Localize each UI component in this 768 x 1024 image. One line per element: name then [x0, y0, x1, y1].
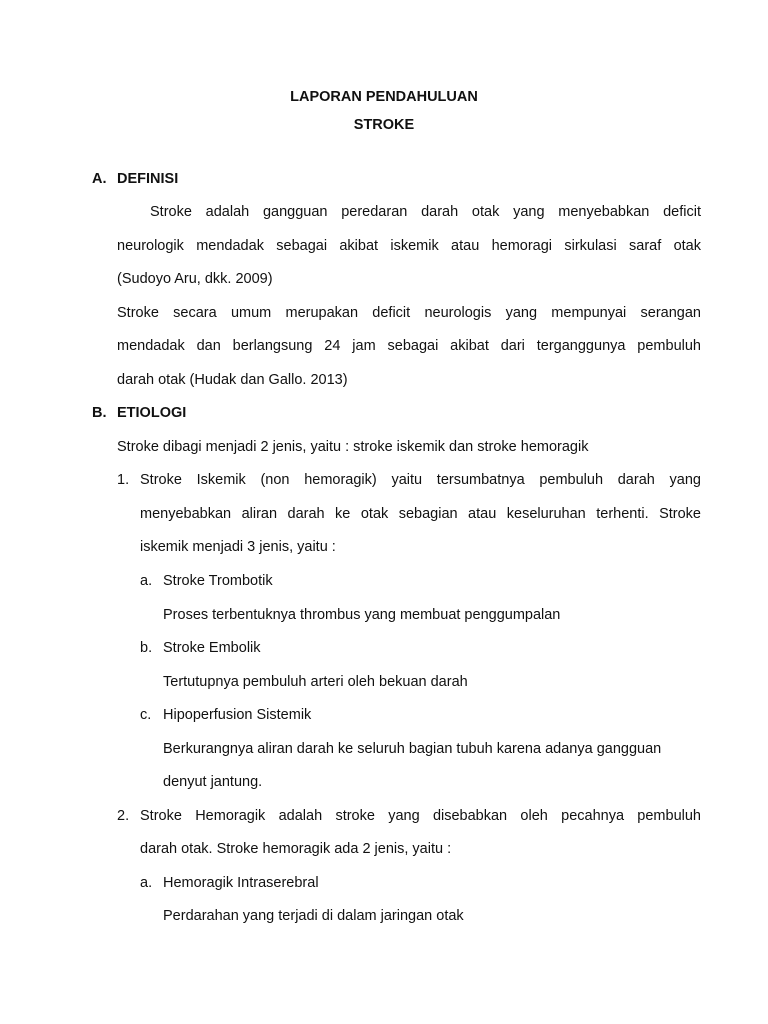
paragraph-line: neurologik mendadak sebagai akibat iskemik atau hemoragi sirkulasi saraf otak [117, 238, 701, 254]
paragraph-line: Stroke dibagi menjadi 2 jenis, yaitu : stroke iskemik dan stroke hemoragik [117, 439, 589, 455]
section-heading: ETIOLOGI [117, 405, 187, 421]
list-marker: 2. [117, 808, 130, 824]
list-item-line: darah otak. Stroke hemoragik ada 2 jenis, yaitu : [140, 841, 452, 857]
paragraph-line: Stroke adalah gangguan peredaran darah otak yang menyebabkan deficit [150, 204, 701, 220]
section-marker: B. [92, 405, 107, 421]
sublist-label: Hemoragik Intraserebral [163, 875, 319, 891]
sublist-label: Stroke Trombotik [163, 573, 273, 589]
sublist-label: Hipoperfusion Sistemik [163, 707, 312, 723]
sublist-description: Proses terbentuknya thrombus yang membuat penggumpalan [163, 607, 561, 623]
document-title: LAPORAN PENDAHULUAN [290, 89, 478, 105]
paragraph-line: Stroke secara umum merupakan deficit neurologis yang mempunyai serangan [117, 305, 701, 321]
section-marker: A. [92, 171, 107, 187]
sublist-marker: a. [140, 875, 153, 891]
sublist-description: Tertutupnya pembuluh arteri oleh bekuan darah [163, 674, 468, 690]
list-item-line: iskemik menjadi 3 jenis, yaitu : [140, 539, 336, 555]
paragraph-line: (Sudoyo Aru, dkk. 2009) [117, 271, 273, 287]
sublist-marker: b. [140, 640, 153, 656]
sublist-marker: c. [140, 707, 152, 723]
sublist-description: Perdarahan yang terjadi di dalam jaringan otak [163, 908, 464, 924]
sublist-description: denyut jantung. [163, 774, 263, 790]
list-item-line: Stroke Iskemik (non hemoragik) yaitu tersumbatnya pembuluh darah yang [140, 472, 701, 488]
sublist-marker: a. [140, 573, 153, 589]
document-subtitle: STROKE [353, 117, 415, 133]
sublist-label: Stroke Embolik [163, 640, 261, 656]
paragraph-line: darah otak (Hudak dan Gallo. 2013) [117, 372, 348, 388]
section-heading: DEFINISI [117, 171, 179, 187]
list-item-line: menyebabkan aliran darah ke otak sebagian atau keseluruhan terhenti. Stroke [140, 506, 701, 522]
sublist-description: Berkurangnya aliran darah ke seluruh bagian tubuh karena adanya gangguan [163, 741, 662, 757]
paragraph-line: mendadak dan berlangsung 24 jam sebagai akibat dari terganggunya pembuluh [117, 338, 701, 354]
list-marker: 1. [117, 472, 130, 488]
list-item-line: Stroke Hemoragik adalah stroke yang disebabkan oleh pecahnya pembuluh [140, 808, 701, 824]
